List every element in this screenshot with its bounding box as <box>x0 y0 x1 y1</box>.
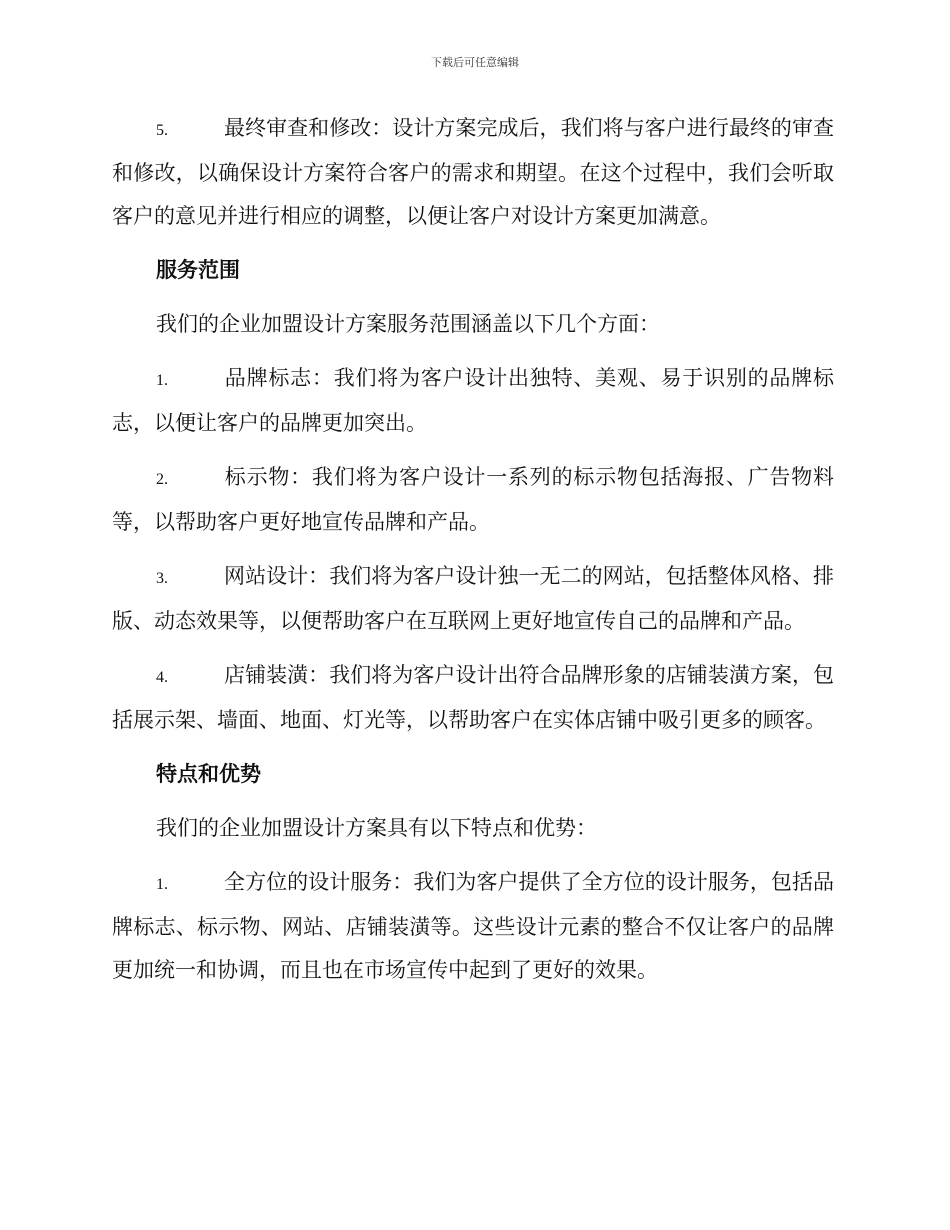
list-number: 1. <box>156 876 168 893</box>
list-item <box>112 456 834 544</box>
list-text: 品牌标志：我们将为客户设计出独特、美观、易于识别的品牌标志，以便让客户的品牌更加突出。 <box>112 366 834 435</box>
section-heading-service-scope: 服务范围 <box>156 258 240 282</box>
service-scope-intro: 我们的企业加盟设计方案服务范围涵盖以下几个方面： <box>156 312 660 336</box>
list-text: 店铺装潢：我们将为客户设计出符合品牌形象的店铺装潢方案，包括展示架、墙面、地面、灯光等，以帮助客户在实体店铺中吸引更多的顾客。 <box>112 663 834 732</box>
list-text: 标示物：我们将为客户设计一系列的标示物包括海报、广告物料等，以帮助客户更好地宣传品牌和产品。 <box>112 465 834 534</box>
list-text: 网站设计：我们将为客户设计独一无二的网站，包括整体风格、排版、动态效果等，以便帮助客户在互联网上更好地宣传自己的品牌和产品。 <box>112 564 834 633</box>
list-text: 最终审查和修改：设计方案完成后，我们将与客户进行最终的审查和修改，以确保设计方案符合客户的需求和期望。在这个过程中，我们会听取客户的意见并进行相应的调整，以便让客户对设计方案更加满意。 <box>112 116 834 228</box>
list-item <box>112 654 834 742</box>
list-item-review <box>112 107 834 238</box>
list-text: 全方位的设计服务：我们为客户提供了全方位的设计服务，包括品牌标志、标示物、网站、店铺装潢等。这些设计元素的整合不仅让客户的品牌更加统一和协调，而且也在市场宣传中起到了更好的效果。 <box>112 870 834 982</box>
list-number: 2. <box>156 471 168 488</box>
list-item <box>112 861 834 992</box>
list-number: 3. <box>156 570 168 587</box>
list-number: 4. <box>156 669 168 686</box>
list-item <box>112 357 834 445</box>
list-number: 1. <box>156 372 168 389</box>
page-header: 下载后可任意编辑 <box>431 56 519 69</box>
section-heading-features: 特点和优势 <box>156 762 261 786</box>
list-item <box>112 555 834 643</box>
list-number: 5. <box>156 122 168 139</box>
document-body <box>112 107 834 1003</box>
features-intro: 我们的企业加盟设计方案具有以下特点和优势： <box>156 816 597 840</box>
